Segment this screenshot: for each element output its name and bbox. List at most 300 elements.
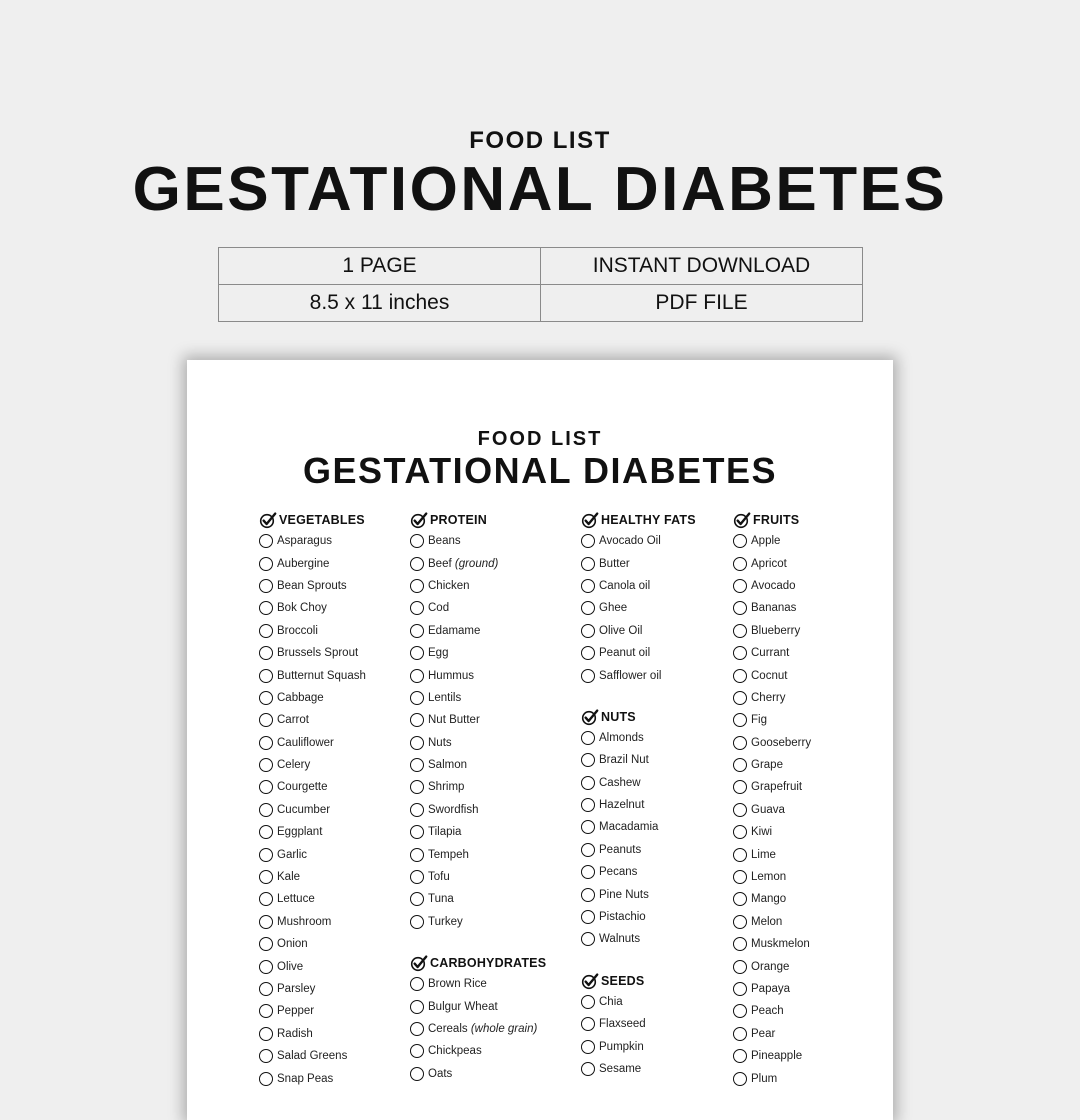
checkbox-circle [733,825,747,839]
section-heading [581,971,696,991]
checkbox-circle [259,646,273,660]
food-item [259,754,366,776]
food-item-label: Celery [277,759,311,772]
food-item [259,530,366,552]
food-item [733,821,811,843]
food-item [581,575,696,597]
food-item-label: Chickpeas [428,1045,482,1058]
food-item [259,620,366,642]
food-item [410,642,546,664]
checkbox-circle [733,691,747,705]
checkbox-circle [410,601,424,615]
checkbox-circle [581,820,595,834]
checkbox-circle [581,888,595,902]
checkbox-circle [410,579,424,593]
checkbox-circle [581,624,595,638]
food-item [581,597,696,619]
checkbox-circle [259,915,273,929]
food-item-label: Bananas [751,602,797,615]
food-item-label: Pine Nuts [599,888,649,901]
food-item [259,888,366,910]
food-item [733,552,811,574]
food-item [410,597,546,619]
checkbox-circle [410,892,424,906]
food-item [733,955,811,977]
food-item-label: Chia [599,995,623,1008]
check-circle-icon [259,511,279,529]
food-item-label: Kale [277,871,301,884]
checkbox-circle [733,1027,747,1041]
food-item-label: Pepper [277,1005,315,1018]
checkbox-circle [259,803,273,817]
food-item [581,794,696,816]
food-item-label: Orange [751,960,790,973]
food-item [410,620,546,642]
info-row [219,248,863,285]
checkbox-circle [733,960,747,974]
food-item-label: Parsley [277,983,316,995]
checkbox-circle [259,624,273,638]
checkbox-circle [259,736,273,750]
checkbox-circle [259,534,273,548]
food-item-label: Salad Greens [277,1050,348,1063]
checkbox-circle [581,776,595,790]
food-item-label: Courgette [277,781,328,794]
food-item [410,973,546,995]
food-item [733,754,811,776]
food-item [259,642,366,664]
food-item-label: Canola oil [599,579,651,592]
food-item [410,1040,546,1062]
info-cell-format: PDF FILE [541,285,863,322]
food-item-label: Lemon [751,871,787,884]
food-item-label: Bulgur Wheat [428,1000,498,1013]
header-subtitle: FOOD LIST [469,127,611,154]
section-title: PROTEIN [430,513,487,527]
food-item [581,1013,696,1035]
checkbox-circle [259,780,273,794]
checkbox-circle [733,736,747,750]
section-title: SEEDS [601,973,645,988]
check-circle-icon [581,972,601,990]
food-item [733,687,811,709]
food-item-label: Edamame [428,624,481,637]
food-item-label: Broccoli [277,624,318,637]
food-item [733,1023,811,1045]
food-item-label: Snap Peas [277,1072,334,1085]
info-cell-download: INSTANT DOWNLOAD [541,248,863,285]
food-item-label: Peach [751,1005,784,1018]
food-item [581,642,696,664]
checkbox-circle [259,601,273,615]
food-item-label: Almonds [599,731,644,744]
food-item-label: Sesame [599,1063,642,1075]
food-item-label: Pistachio [599,911,646,924]
food-item-label: Onion [277,938,308,951]
food-item [581,839,696,861]
food-item [581,906,696,928]
section-spacer [581,951,696,971]
info-cell-pages: 1 PAGE [219,248,541,285]
checkbox-circle [410,1000,424,1014]
food-item-label: Olive [277,960,304,973]
checkbox-circle [410,825,424,839]
food-item-label: Apricot [751,557,787,570]
info-table [218,247,863,322]
food-item-label: Cauliflower [277,736,334,749]
checkbox-circle [259,982,273,996]
checkbox-circle [410,780,424,794]
food-item [733,732,811,754]
food-item-label: Cocnut [751,669,788,682]
checkbox-circle [410,557,424,571]
food-item-label: Grape [751,759,783,772]
checkbox-circle [581,865,595,879]
food-item-label: Blueberry [751,624,801,637]
food-item-label: Egg [428,647,449,660]
food-item-label: Cereals (whole grain) [428,1023,538,1035]
checkbox-circle [259,937,273,951]
food-item [581,530,696,552]
checkbox-circle [581,1017,595,1031]
checkbox-circle [410,870,424,884]
food-item-label: Aubergine [277,557,330,570]
checkbox-circle [259,892,273,906]
food-item-label: Garlic [277,848,308,861]
food-item-label: Cashew [599,776,641,789]
food-item [581,772,696,794]
food-item-label: Olive Oil [599,624,643,637]
food-item [733,911,811,933]
checkbox-circle [259,848,273,862]
section-title: HEALTHY FATS [601,513,696,527]
food-item-label: Turkey [428,915,463,928]
check-circle-icon [733,511,753,529]
food-item [259,597,366,619]
checkbox-circle [259,1072,273,1086]
food-item-label: Ghee [599,602,628,615]
food-item-label: Chicken [428,579,470,592]
section-heading [410,510,546,530]
food-item [259,978,366,1000]
info-cell-size: 8.5 x 11 inches [219,285,541,322]
food-item-label: Mushroom [277,915,332,928]
printable-sheet-preview [187,360,893,1120]
food-item-label: Avocado Oil [599,535,661,548]
checkbox-circle [410,1067,424,1081]
food-item-label: Tofu [428,871,450,884]
section-spacer [581,687,696,707]
food-item-label: Salmon [428,759,467,772]
checkbox-circle [733,937,747,951]
food-item [581,883,696,905]
food-item-label: Avocado [751,579,796,592]
food-item-label: Beef (ground) [428,557,499,570]
food-item [581,552,696,574]
food-item-label: Guava [751,803,785,816]
checkbox-circle [733,915,747,929]
section-heading [733,510,811,530]
checkbox-circle [410,646,424,660]
food-item-label: Gooseberry [751,736,812,749]
food-item [410,1018,546,1040]
check-circle-icon [410,511,430,529]
section-title: CARBOHYDRATES [430,956,547,971]
food-item [410,1063,546,1085]
checkbox-circle [259,669,273,683]
checkbox-circle [733,1049,747,1063]
food-item [410,776,546,798]
food-item [581,727,696,749]
checkbox-circle [733,669,747,683]
checkbox-circle [581,910,595,924]
food-item [581,928,696,950]
checkbox-circle [581,731,595,745]
checkbox-circle [581,995,595,1009]
checkbox-circle [410,977,424,991]
food-item [410,799,546,821]
checkbox-circle [733,646,747,660]
food-item-label: Asparagus [277,535,332,548]
food-item-label: Tempeh [428,848,469,861]
checkbox-circle [733,1072,747,1086]
food-item [259,821,366,843]
food-item [410,575,546,597]
checkbox-circle [259,713,273,727]
food-item [410,552,546,574]
checkbox-circle [733,534,747,548]
food-item-label: Flaxseed [599,1018,646,1031]
food-item [259,799,366,821]
food-item-label: Peanut oil [599,647,651,660]
food-item [410,687,546,709]
food-column-4 [733,510,811,1090]
checkbox-circle [410,691,424,705]
food-item [733,776,811,798]
checkbox-circle [733,803,747,817]
food-item [259,911,366,933]
food-item-label: Butter [599,557,630,570]
food-item-label: Cucumber [277,803,331,816]
food-item [259,866,366,888]
food-item [733,642,811,664]
checkbox-circle [410,669,424,683]
food-item [410,530,546,552]
food-item-label: Apple [751,535,781,548]
checkbox-circle [410,848,424,862]
food-item [410,732,546,754]
checkbox-circle [581,646,595,660]
food-item [259,664,366,686]
check-circle-icon [410,954,430,972]
food-item-label: Tilapia [428,826,462,839]
food-item [581,1035,696,1057]
food-item-label: Carrot [277,714,309,727]
food-item [733,597,811,619]
checkbox-circle [410,803,424,817]
food-item-label: Plum [751,1072,778,1085]
section-title: NUTS [601,709,636,724]
checkbox-circle [733,870,747,884]
check-circle-icon [581,511,601,529]
food-item [581,861,696,883]
food-item [733,799,811,821]
food-item [410,888,546,910]
section-heading [581,707,696,727]
checkbox-circle [259,557,273,571]
food-item-label: Lentils [428,691,462,704]
checkbox-circle [581,534,595,548]
food-item [733,933,811,955]
food-item-label: Lettuce [277,893,315,906]
sheet-subtitle: FOOD LIST [477,428,603,450]
food-item [733,843,811,865]
checkbox-circle [733,579,747,593]
checkbox-circle [410,713,424,727]
food-item-label: Hazelnut [599,799,645,812]
checkbox-circle [581,753,595,767]
food-item-label: Eggplant [277,826,323,839]
food-item [259,687,366,709]
food-item-label: Nut Butter [428,714,480,727]
food-item [259,933,366,955]
food-item [733,866,811,888]
food-column-2 [410,510,546,1085]
food-item-label: Pear [751,1027,776,1040]
checkbox-circle [259,870,273,884]
checkbox-circle [581,669,595,683]
food-item-label: Pineapple [751,1050,803,1063]
food-item-label: Currant [751,647,790,660]
checkbox-circle [733,713,747,727]
check-circle-icon [581,708,601,726]
food-item [733,1067,811,1089]
checkbox-circle [410,1022,424,1036]
checkbox-circle [259,825,273,839]
section-title: FRUITS [753,513,800,527]
checkbox-circle [581,932,595,946]
info-row [219,285,863,322]
food-item [733,530,811,552]
checkbox-circle [259,1004,273,1018]
sheet-title: GESTATIONAL DIABETES [302,450,778,491]
food-item [410,664,546,686]
food-item [259,1045,366,1067]
food-item-label: Muskmelon [751,938,810,951]
food-item-label: Safflower oil [599,669,662,682]
checkbox-circle [581,601,595,615]
checkbox-circle [410,758,424,772]
checkbox-circle [259,1049,273,1063]
checkbox-circle [259,691,273,705]
checkbox-circle [733,1004,747,1018]
checkbox-circle [733,758,747,772]
food-item-label: Butternut Squash [277,669,366,682]
food-item [259,776,366,798]
food-item-note: (whole grain) [467,1023,538,1035]
food-item [581,991,696,1013]
checkbox-circle [259,1027,273,1041]
food-item-label: Walnuts [599,933,641,946]
food-item-label: Beans [428,535,461,548]
checkbox-circle [410,534,424,548]
checkbox-circle [410,624,424,638]
section-spacer [410,933,546,953]
food-item [733,978,811,1000]
checkbox-circle [581,798,595,812]
food-item-label: Kiwi [751,826,773,839]
food-item-label: Fig [751,714,767,727]
food-item-label: Hummus [428,669,475,682]
header-title: GESTATIONAL DIABETES [132,155,948,224]
food-item-label: Nuts [428,736,452,749]
food-item [410,709,546,731]
checkbox-circle [733,624,747,638]
food-item [259,955,366,977]
food-item-note: (ground) [451,557,499,570]
checkbox-circle [581,1062,595,1076]
checkbox-circle [733,780,747,794]
food-item [581,664,696,686]
checkbox-circle [259,579,273,593]
checkbox-circle [733,982,747,996]
food-item [733,1000,811,1022]
food-item-label: Brazil Nut [599,754,649,767]
food-item [410,843,546,865]
food-item [259,552,366,574]
food-item [259,575,366,597]
food-item [410,821,546,843]
checkbox-circle [733,601,747,615]
food-item [733,888,811,910]
food-item-label: Tuna [428,893,454,906]
checkbox-circle [410,1044,424,1058]
section-heading [259,510,366,530]
food-item-label: Pecans [599,866,638,879]
food-item [733,709,811,731]
food-item [259,709,366,731]
checkbox-circle [581,557,595,571]
food-item [410,866,546,888]
food-column-1 [259,510,366,1090]
food-item [733,575,811,597]
section-heading [410,953,546,973]
food-item [581,749,696,771]
food-item-label: Brown Rice [428,978,487,991]
food-item [410,995,546,1017]
food-item-label: Papaya [751,983,791,995]
section-title: VEGETABLES [279,513,365,527]
checkbox-circle [410,915,424,929]
checkbox-circle [581,843,595,857]
food-item-label: Lime [751,848,776,861]
section-heading [581,510,696,530]
food-item-label: Shrimp [428,781,465,794]
food-item [259,1000,366,1022]
food-item [581,816,696,838]
food-item-label: Cod [428,602,450,615]
food-item [581,620,696,642]
food-item-label: Bok Choy [277,602,327,615]
food-item [733,1045,811,1067]
food-item-label: Oats [428,1067,453,1080]
food-item-label: Brussels Sprout [277,647,359,660]
food-item-label: Macadamia [599,821,659,834]
checkbox-circle [259,758,273,772]
food-item-label: Peanuts [599,843,642,856]
food-item-label: Radish [277,1027,313,1040]
checkbox-circle [581,579,595,593]
